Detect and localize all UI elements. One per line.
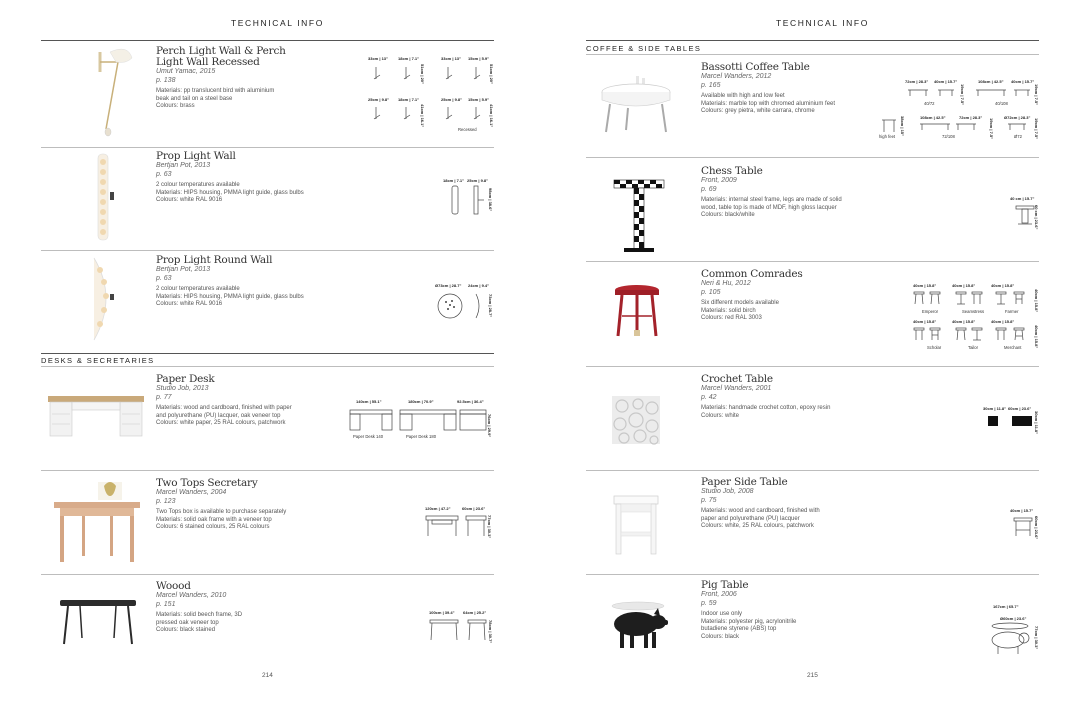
- row-divider: [586, 261, 1039, 262]
- right-page-number: 215: [807, 672, 818, 679]
- product-page-ref: p. 75: [701, 496, 717, 504]
- product-crochet-table: [701, 374, 830, 420]
- product-description: 2 colour temperatures available Materials: HIPS housing, PMMA light guide, glass bulbs Colours: white RAL 9016: [156, 182, 304, 204]
- section-label-coffee-side-tables: COFFEE & SIDE TABLES: [586, 44, 702, 53]
- product-perch-light: [156, 46, 286, 111]
- product-designer: Bertjan Pot, 2013: [156, 266, 211, 273]
- product-title: Prop Light Wall: [156, 150, 236, 162]
- prop-light-round-wall-image: [80, 254, 130, 344]
- product-designer: Studio Job, 2013: [156, 385, 209, 392]
- product-woood: [156, 581, 242, 635]
- product-paper-side-table: [701, 477, 820, 531]
- section-rule-bottom: [586, 54, 1039, 55]
- row-divider: [586, 157, 1039, 158]
- product-designer: Marcel Wanders, 2004: [156, 489, 227, 496]
- crochet-table-image: [610, 394, 662, 446]
- product-title: Chess Table: [701, 165, 763, 177]
- product-page-ref: p. 63: [156, 274, 172, 282]
- product-page-ref: p. 63: [156, 170, 172, 178]
- common-comrades-image: [612, 284, 662, 340]
- product-page-ref: p. 59: [701, 599, 717, 607]
- product-designer: Front, 2009: [701, 177, 737, 184]
- row-divider: [41, 147, 494, 148]
- product-title: Paper Desk: [156, 373, 215, 385]
- product-page-ref: p. 138: [156, 76, 176, 84]
- row-divider: [586, 574, 1039, 575]
- section-label-desks: DESKS & SECRETARIES: [41, 356, 155, 365]
- product-designer: Umut Yamac, 2015: [156, 68, 216, 75]
- product-description: Materials: pp translucent bird with aluminium beak and tail on a steel base Colours: brass: [156, 88, 275, 110]
- right-page-header: TECHNICAL INFO: [776, 18, 869, 28]
- product-description: Six different models available Materials: solid birch Colours: red RAL 3003: [701, 300, 779, 322]
- product-designer: Front, 2006: [701, 591, 737, 598]
- section-rule: [41, 353, 494, 354]
- product-common-comrades: [701, 269, 803, 323]
- two-tops-secretary-image: [52, 478, 142, 568]
- product-description: Materials: wood and cardboard, finished with paper and polyurethane (PU) lacquer Colours: white, 25 RAL colours, patchwork: [701, 508, 820, 530]
- product-prop-light-wall: [156, 151, 304, 205]
- pig-table-image: [604, 594, 672, 652]
- product-page-ref: p. 69: [701, 185, 717, 193]
- product-title: Prop Light Round Wall: [156, 254, 273, 266]
- left-page-number: 214: [262, 672, 273, 679]
- product-description: Materials: handmade crochet cotton, epoxy resin Colours: white: [701, 405, 831, 419]
- product-pig-table: [701, 580, 796, 641]
- product-page-ref: p. 42: [701, 393, 717, 401]
- perch-light-image: [80, 44, 140, 144]
- product-title-line2: Light Wall Recessed: [156, 56, 260, 68]
- product-title: Two Tops Secretary: [156, 477, 258, 489]
- woood-image: [58, 598, 138, 648]
- product-designer: Neri & Hu, 2012: [701, 280, 751, 287]
- product-page-ref: p. 151: [156, 600, 176, 608]
- product-page-ref: p. 123: [156, 497, 176, 505]
- product-page-ref: p. 165: [701, 81, 721, 89]
- paper-desk-image: [46, 392, 146, 442]
- product-paper-desk: [156, 374, 292, 428]
- product-designer: Bertjan Pot, 2013: [156, 162, 211, 169]
- row-divider: [41, 574, 494, 575]
- product-designer: Studio Job, 2008: [701, 488, 754, 495]
- product-description: Materials: internal steel frame, legs are made of solid wood, table top is made of MDF, high gloss lacquer Colours: black/white: [701, 197, 842, 219]
- section-rule-bottom: [41, 366, 494, 367]
- product-designer: Marcel Wanders, 2001: [701, 385, 772, 392]
- product-two-tops-secretary: [156, 478, 286, 532]
- row-divider: [586, 366, 1039, 367]
- product-description: Indoor use only Materials: polyester pig, acrylonitrile butadiene styrene (ABS) top Colours: black: [701, 611, 797, 640]
- product-designer: Marcel Wanders, 2012: [701, 73, 772, 80]
- product-title: Common Comrades: [701, 268, 803, 280]
- prop-light-wall-image: [86, 152, 126, 242]
- product-description: Two Tops box is available to purchase separately Materials: solid oak frame with a veneer top Colours: 6 stained colours, 25 RAL colours: [156, 509, 287, 531]
- chess-table-image: [612, 178, 666, 254]
- product-description: Materials: wood and cardboard, finished with paper and polyurethane (PU) lacquer, oak veneer top Colours: white paper, 25 RAL colours, patchwork: [156, 405, 292, 427]
- product-title: Perch Light Wall & Perch: [156, 45, 286, 57]
- product-page-ref: p. 105: [701, 288, 721, 296]
- product-title: Paper Side Table: [701, 476, 788, 488]
- product-designer: Marcel Wanders, 2010: [156, 592, 227, 599]
- product-chess-table: [701, 166, 842, 220]
- product-page-ref: p. 77: [156, 393, 172, 401]
- row-divider: [41, 250, 494, 251]
- left-top-rule: [41, 40, 494, 41]
- right-top-rule: [586, 40, 1039, 41]
- product-title: Bassotti Coffee Table: [701, 61, 810, 73]
- product-bassotti-coffee-table: [701, 62, 835, 116]
- product-prop-light-round-wall: [156, 255, 304, 309]
- left-page-header: TECHNICAL INFO: [231, 18, 324, 28]
- product-description: Materials: solid beech frame, 3D pressed oak veneer top Colours: black stained: [156, 612, 243, 634]
- row-divider: [41, 470, 494, 471]
- product-title: Woood: [156, 580, 191, 592]
- paper-side-table-image: [612, 494, 662, 558]
- product-description: Available with high and low feet Materials: marble top with chromed aluminium feet Colours: grey pietra, white carrara, chrome: [701, 93, 836, 115]
- product-title: Pig Table: [701, 579, 749, 591]
- bassotti-coffee-table-image: [596, 74, 676, 136]
- product-description: 2 colour temperatures available Materials: HIPS housing, PMMA light guide, glass bulbs Colours: white RAL 9016: [156, 286, 304, 308]
- product-title: Crochet Table: [701, 373, 773, 385]
- row-divider: [586, 470, 1039, 471]
